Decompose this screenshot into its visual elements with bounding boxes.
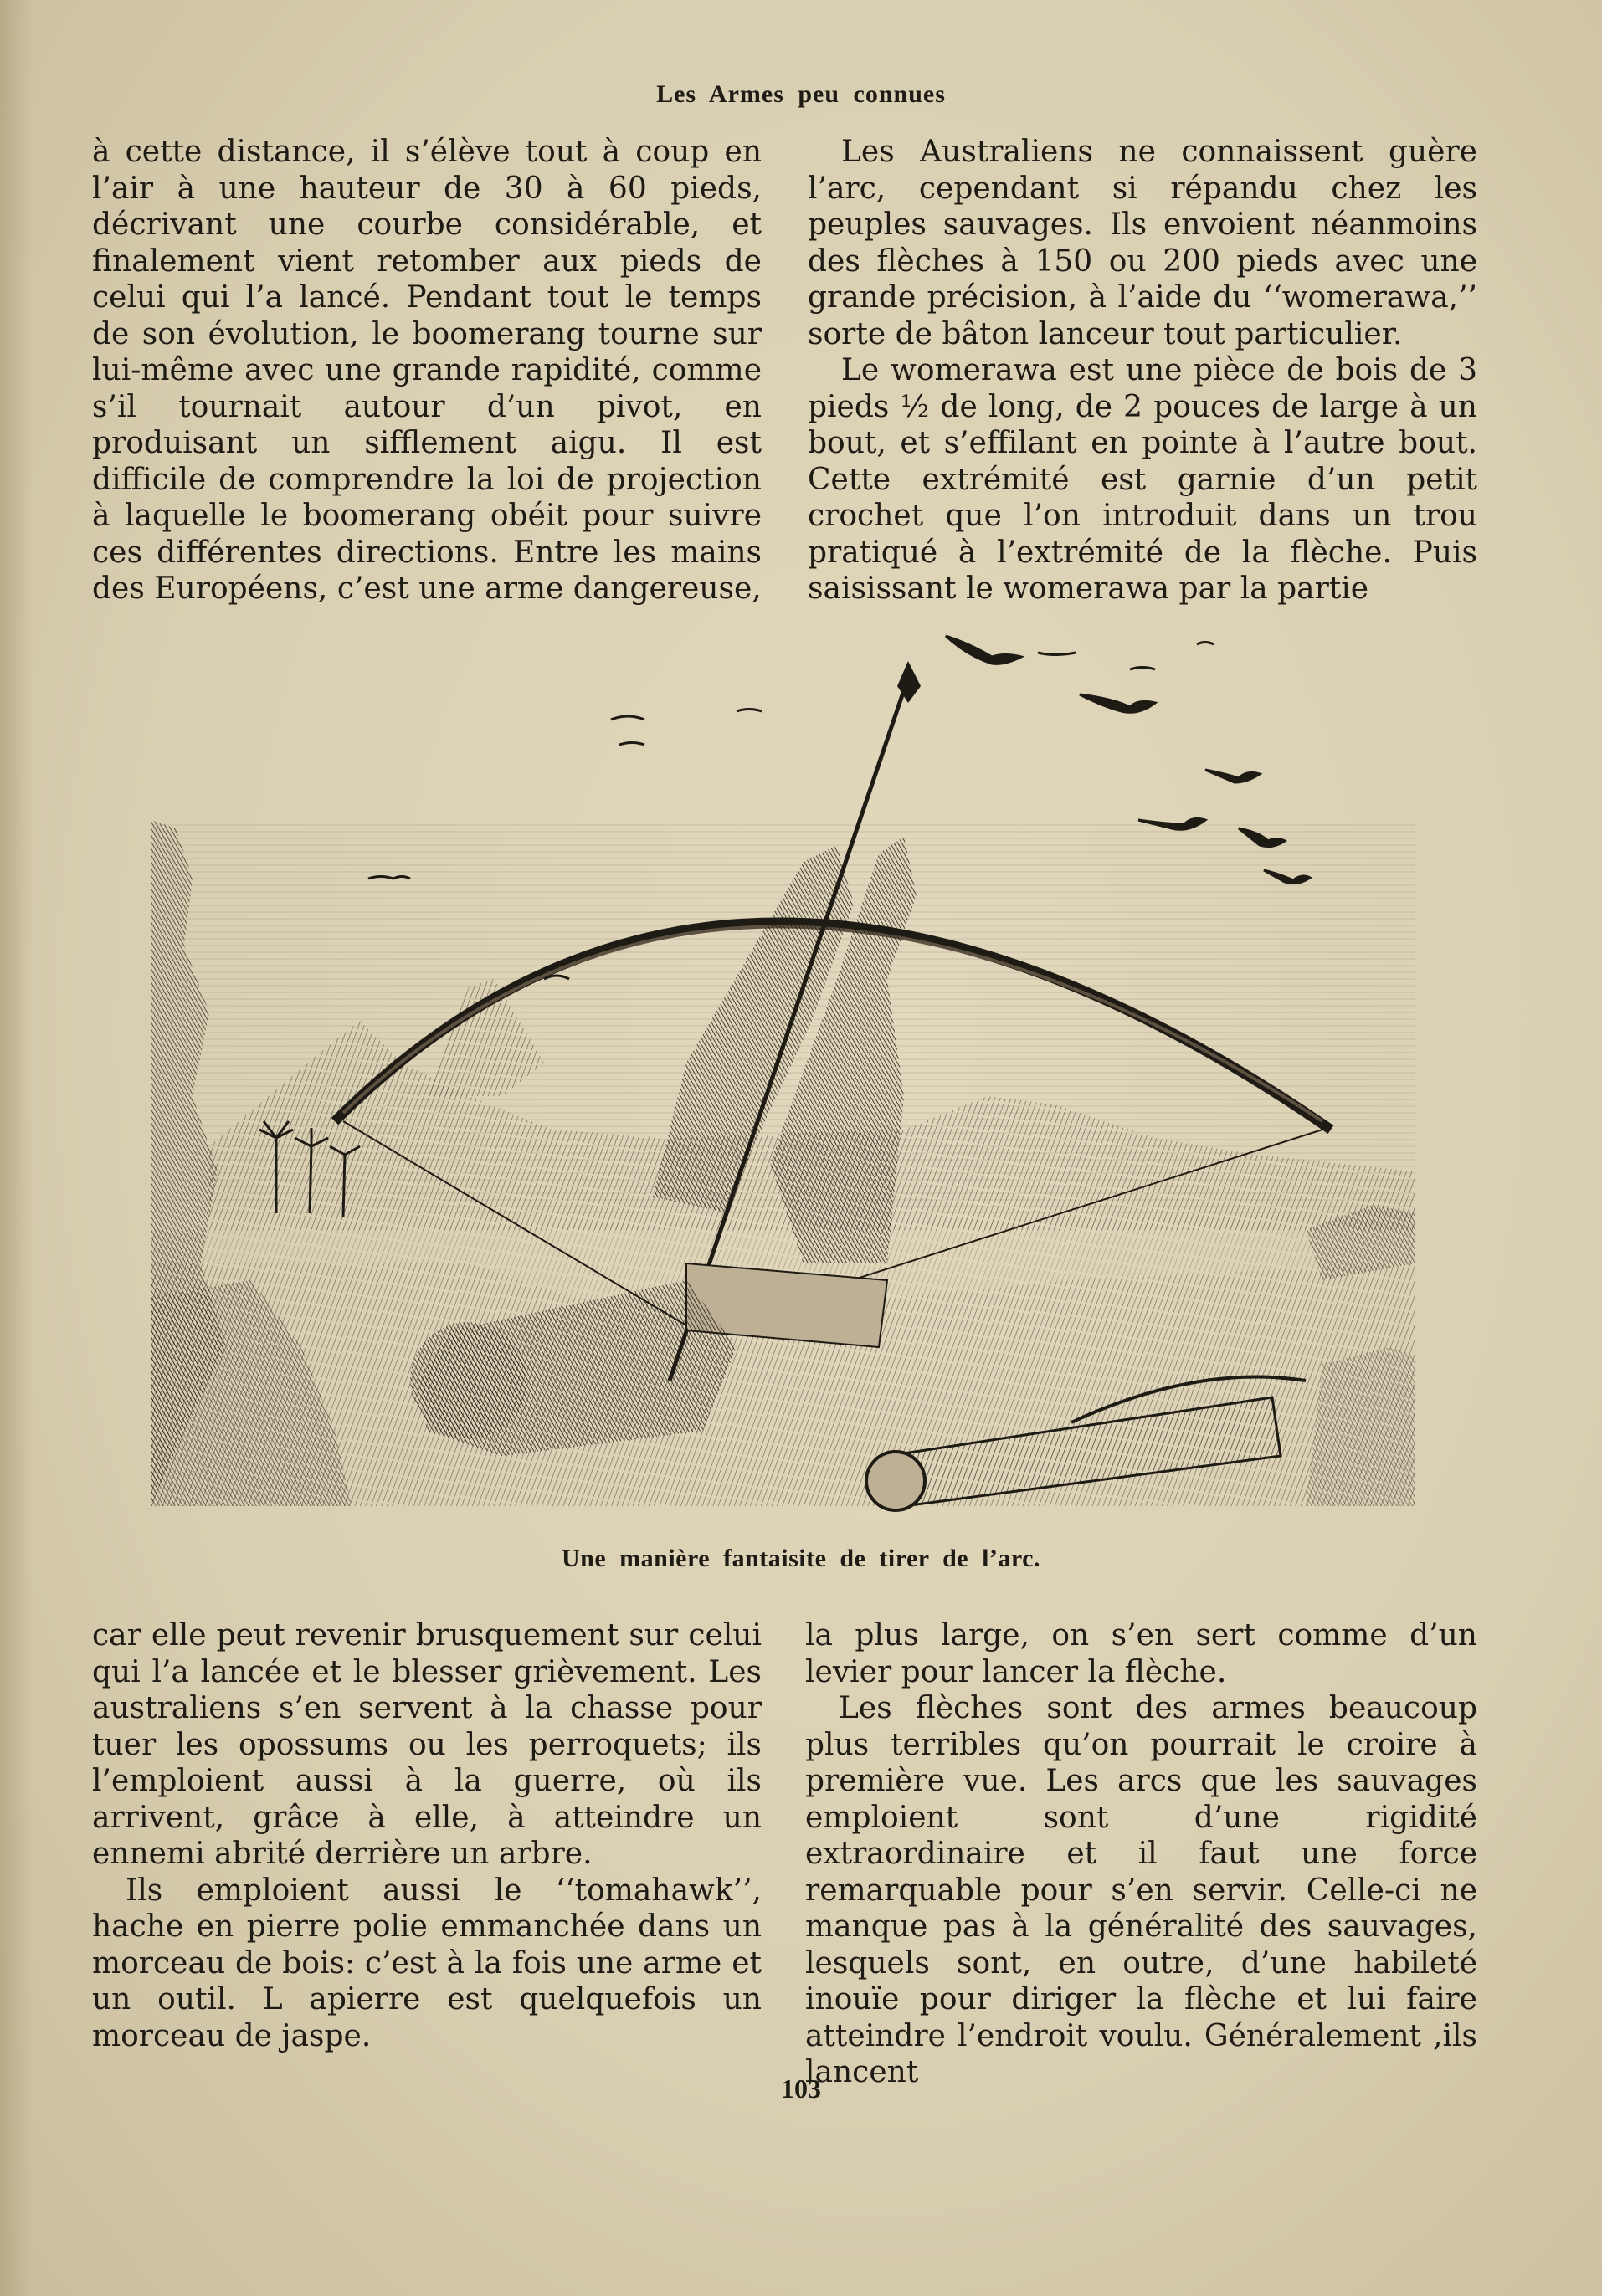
engraving-illustration [151,628,1415,1514]
running-title: Les Armes peu connues [656,80,946,108]
figure-caption: Une manière fantaisite de tirer de l’arc. [562,1545,1040,1572]
paragraph: la plus large, on s’en sert comme d’un levier pour lancer la flèche. [805,1618,1477,1689]
bottom-left-column [92,1617,762,2054]
paragraph: Les flèches sont des armes beaucoup plus terribles qu’on pourrait le croire à première vue. Les arcs que les sauvages emploient sont d’une rigidité extraordinaire et il faut une force remarquable pour s’en servir. Celle-ci ne manque pas à la généralité des sauvages, lesquels sont, en outre, d’une habileté inouïe pour diriger la flèche et lui faire atteindre l’endroit voulu. Généralement ,ils lancent [805,1691,1477,2089]
paragraph: car elle peut revenir brusquement sur celui qui l’a lancée et le blesser grièvement. Les australiens s’en servent à la chasse pour tuer les opossums ou les perroquets; ils l’emploient aussi à la guerre, où ils arrivent, grâce à elle, à atteindre un ennemi abrité derrière un arbre. [92,1618,762,1871]
page-number: 103 [781,2073,821,2104]
archer-lying-on-back-engraving [151,628,1415,1514]
top-right-column [808,134,1477,607]
bottom-right-column [805,1617,1477,2091]
paragraph: Ils emploient aussi le ‘‘tomahawk’’, hache en pierre polie emmanchée dans un morceau de bois: c’est à la fois une arme et un outil. L apierre est quelquefois un morceau de jaspe. [92,1873,762,2053]
top-left-column [92,134,762,607]
paragraph: Le womerawa est une pièce de bois de 3 pieds ½ de long, de 2 pouces de large à un bout, et s’effilant en pointe à l’autre bout. Cette extrémité est garnie d’un petit crochet que l’on introduit dans un trou pratiqué à l’extrémité de la flèche. Puis saisissant le womerawa par la partie [808,353,1477,606]
paragraph: à cette distance, il s’élève tout à coup en l’air à une hauteur de 30 à 60 pieds, décrivant une courbe considérable, et finalement vient retomber aux pieds de celui qui l’a lancé. Pendant tout le temps de son évolution, le boomerang tourne sur lui-même avec une grande rapidité, comme s’il tournait autour d’un pivot, en produisant un sifflement aigu. Il est difficile de comprendre la loi de projection à laquelle le boomerang obéit pour suivre ces différentes directions. Entre les mains des Européens, c’est une arme dangereuse, [92,135,762,606]
paragraph: Les Australiens ne connaissent guère l’arc, cependant si répandu chez les peuples sauvages. Ils envoient néanmoins des flèches à 150 ou 200 pieds avec une grande précision, à l’aide du ‘‘womerawa,’’ sorte de bâton lanceur tout particulier. [808,135,1477,351]
